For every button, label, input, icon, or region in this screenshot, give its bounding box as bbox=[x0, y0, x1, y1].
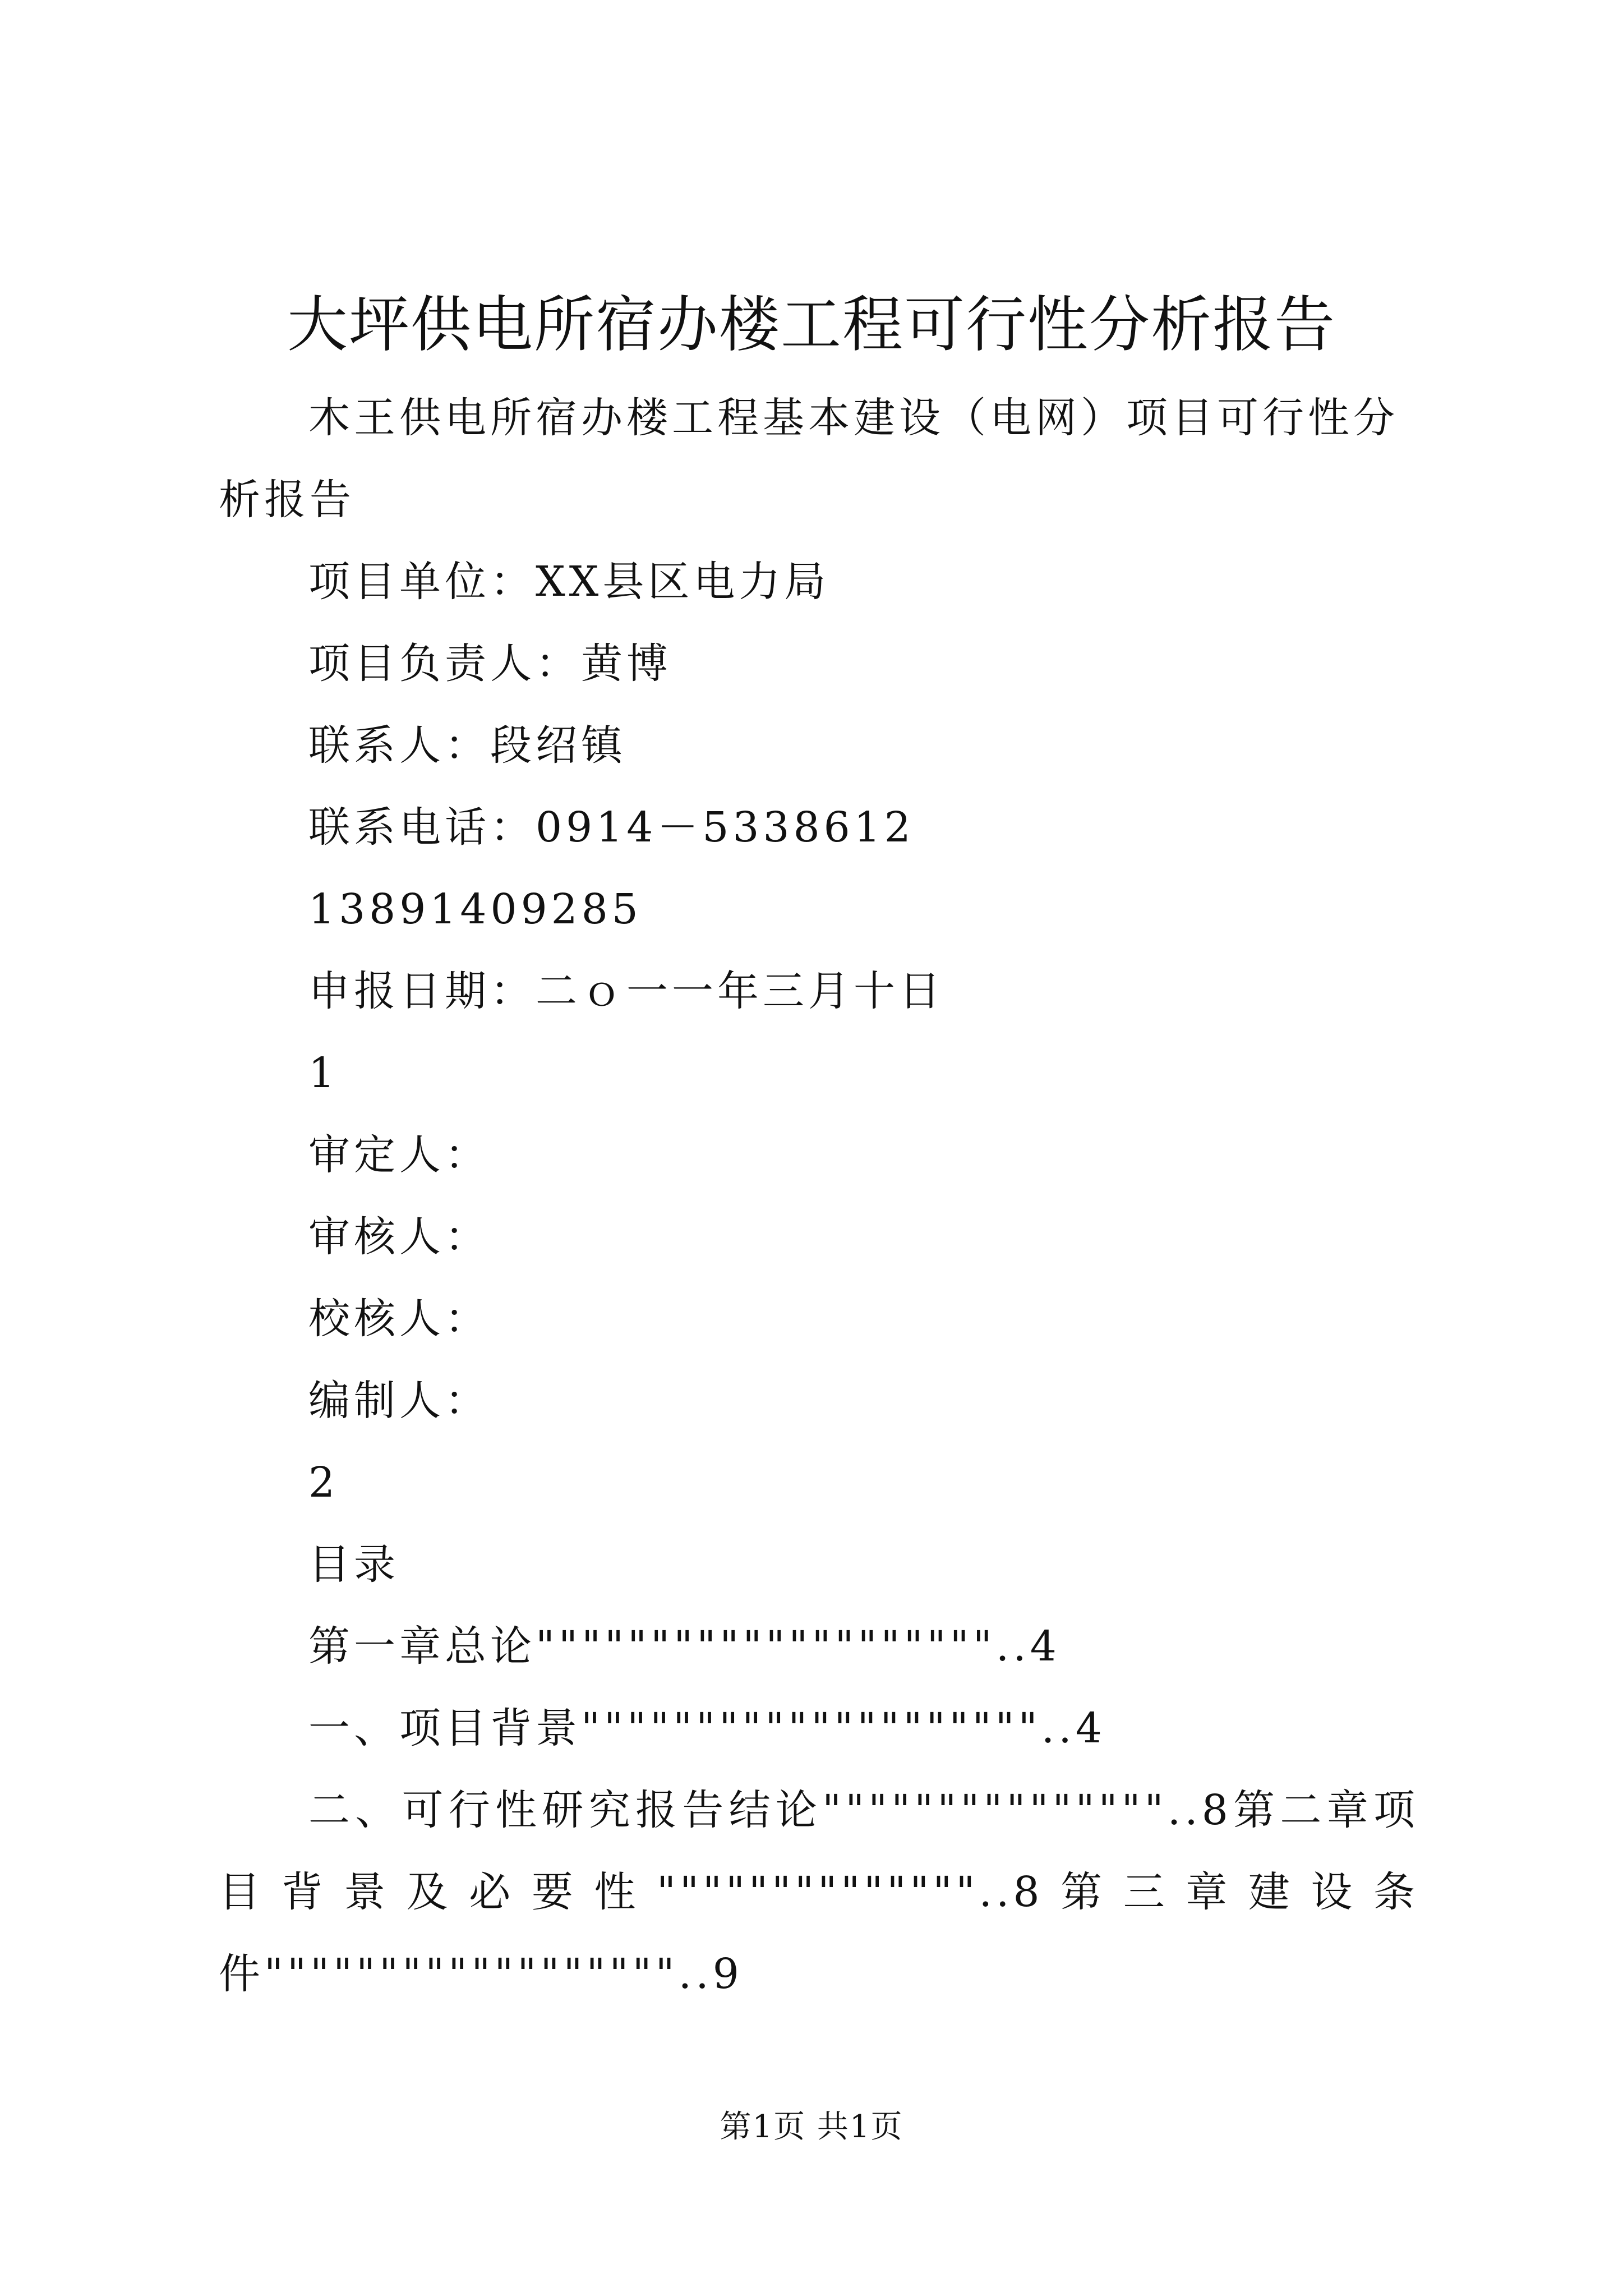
paragraph-number-1: 1 bbox=[308, 1049, 339, 1097]
paragraph-subtitle: 木王供电所宿办楼工程基本建设（电网）项目可行性分析报告 bbox=[219, 394, 1399, 524]
paragraph-number-2: 2 bbox=[308, 1458, 339, 1507]
paragraph-approver: 审定人： bbox=[308, 1131, 490, 1179]
paragraph-contact: 联系人：段绍镇 bbox=[308, 721, 626, 770]
document-title: 大坪供电所宿办楼工程可行性分析报告 bbox=[287, 290, 1336, 360]
paragraph-editor: 编制人： bbox=[308, 1377, 490, 1425]
toc-heading: 目录 bbox=[308, 1540, 399, 1589]
toc-entry: 第一章总论""""""""""""""""""""..4 bbox=[308, 1622, 1061, 1671]
paragraph-mobile: 13891409285 bbox=[308, 885, 642, 933]
paragraph-phone: 联系电话：0914－5338612 bbox=[308, 803, 915, 852]
paragraph-date: 申报日期：二ｏ一一年三月十日 bbox=[308, 967, 944, 1015]
paragraph-reviewer: 审核人： bbox=[308, 1213, 490, 1261]
document-body bbox=[219, 377, 1419, 2015]
page-footer: 第1页 共1页 bbox=[720, 2109, 903, 2145]
toc-entry: 二、可行性研究报告结论"""""""""""""""..8第二章项目背景及必要性""""""""""""""..8第三章建设条件""""""""""""""""""..9 bbox=[219, 1786, 1419, 1998]
toc-entry: 一、项目背景""""""""""""""""""""..4 bbox=[308, 1704, 1106, 1752]
paragraph-checker: 校核人： bbox=[308, 1295, 490, 1343]
paragraph-project-lead: 项目负责人：黄博 bbox=[308, 639, 672, 688]
paragraph-project-unit: 项目单位：XX县区电力局 bbox=[308, 558, 830, 606]
